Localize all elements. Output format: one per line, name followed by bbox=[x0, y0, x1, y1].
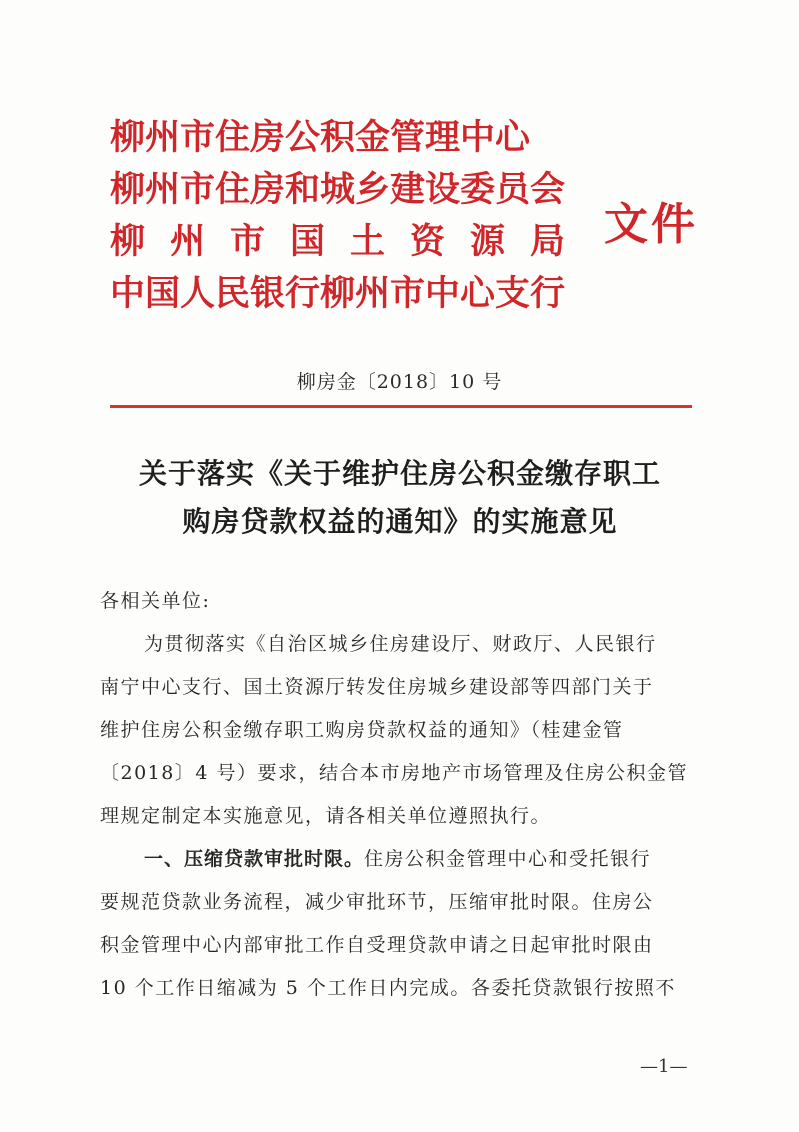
document-body bbox=[100, 580, 700, 1010]
issuer-pboc-branch: 中国人民银行柳州市中心支行 bbox=[110, 274, 566, 314]
title-line-2: 购房贷款权益的通知》的实施意见 bbox=[182, 505, 618, 538]
section-1-line: 积金管理中心内部审批工作自受理贷款申请之日起审批时限由 bbox=[100, 934, 654, 956]
section-1-heading: 一、压缩贷款审批时限。 bbox=[144, 848, 365, 870]
section-1-line: 10 个工作日缩减为 5 个工作日内完成。各委托贷款银行按照不 bbox=[100, 977, 676, 999]
document-title bbox=[60, 450, 740, 546]
issuer-housing-fund-center: 柳州市住房公积金管理中心 bbox=[110, 118, 531, 158]
section-1-first-text: 住房公积金管理中心和受托银行 bbox=[364, 848, 652, 870]
document-type-label: 文件 bbox=[604, 199, 698, 250]
issuer-housing-construction-committee: 柳州市住房和城乡建设委员会 bbox=[110, 170, 566, 210]
paragraph-1-line: 为贯彻落实《自治区城乡住房建设厅、财政厅、人民银行 bbox=[144, 633, 657, 655]
paragraph-1-line: 维护住房公积金缴存职工购房贷款权益的通知》（桂建金管 bbox=[100, 719, 624, 741]
document-number: 柳房金〔2018〕10 号 bbox=[296, 371, 503, 393]
salutation: 各相关单位: bbox=[100, 590, 211, 612]
title-line-1: 关于落实《关于维护住房公积金缴存职工 bbox=[138, 457, 661, 490]
section-1-line: 要规范贷款业务流程，减少审批环节，压缩审批时限。住房公 bbox=[100, 891, 654, 913]
issuing-agencies bbox=[110, 112, 600, 320]
paragraph-1-line: 理规定制定本实施意见，请各相关单位遵照执行。 bbox=[100, 805, 552, 827]
paragraph-1-line: 〔2018〕4 号）要求，结合本市房地产市场管理及住房公积金管 bbox=[100, 762, 688, 784]
paragraph-1-line: 南宁中心支行、国土资源厅转发住房城乡建设部等四部门关于 bbox=[100, 676, 654, 698]
section-1-first-line bbox=[100, 838, 700, 881]
issuer-land-resources-bureau: 柳州市国土资源局 bbox=[110, 222, 591, 262]
red-divider-line bbox=[110, 405, 692, 408]
page-number: —1— bbox=[640, 1056, 688, 1077]
